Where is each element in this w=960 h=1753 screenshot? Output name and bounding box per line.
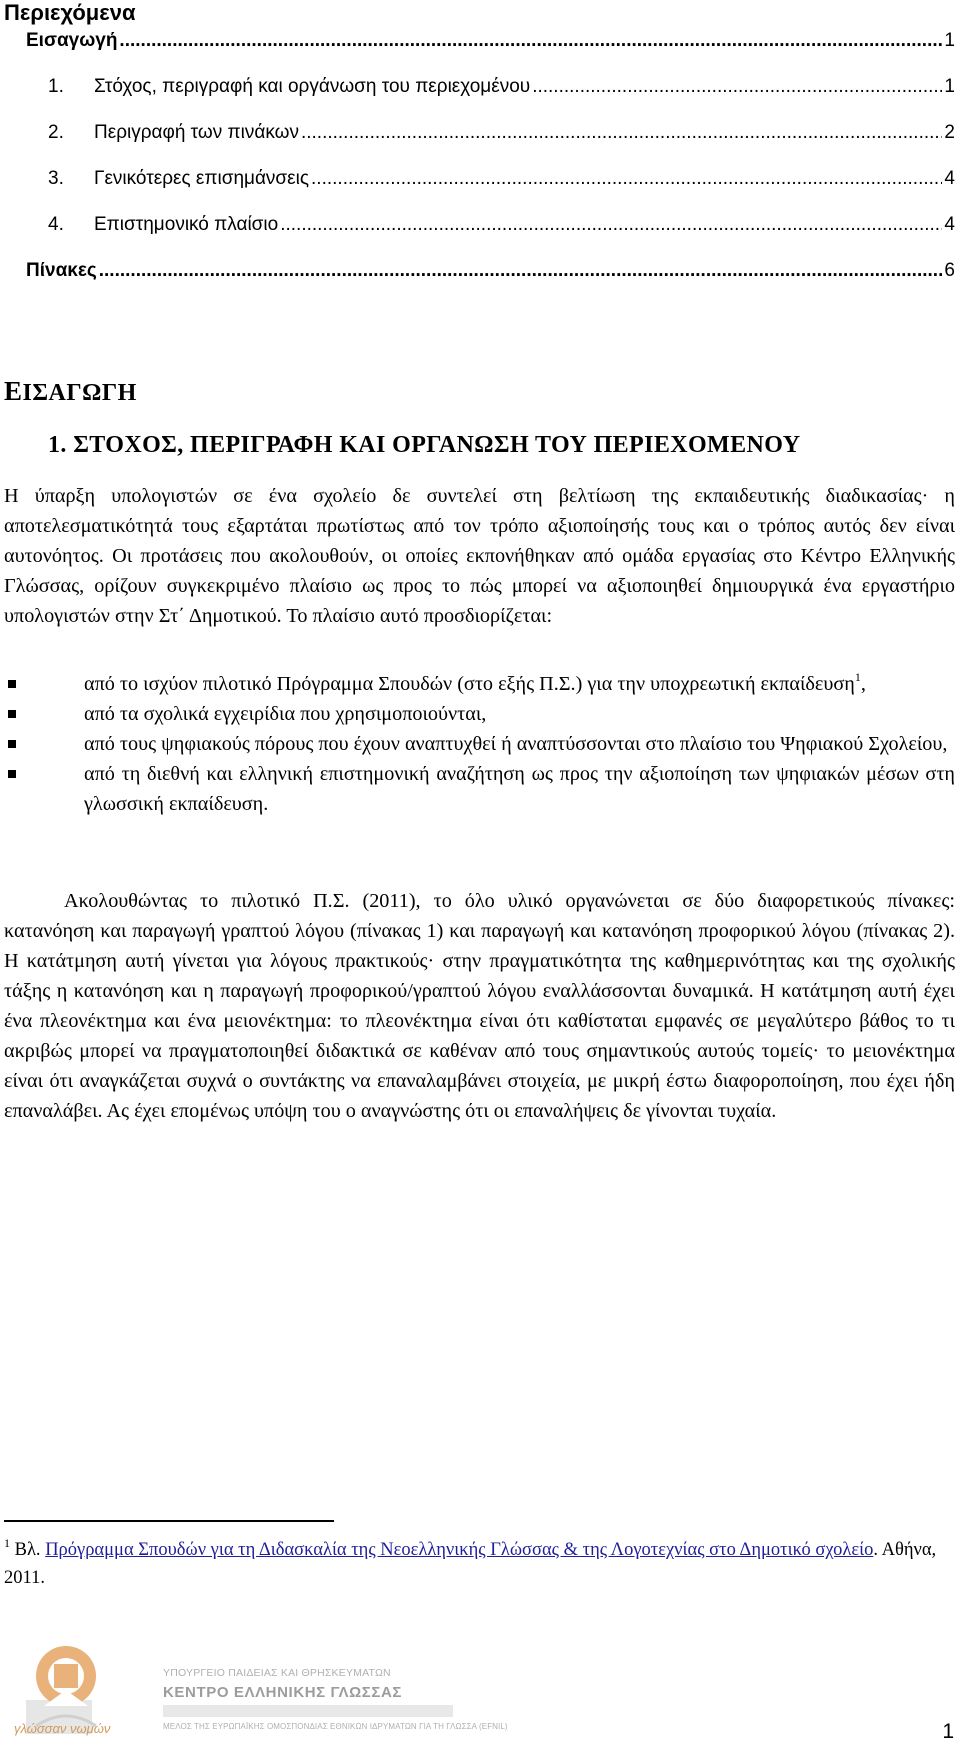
subsection-title: 1. ΣΤΟΧΟΣ, ΠΕΡΙΓΡΑΦΗ ΚΑΙ ΟΡΓΑΝΩΣΗ ΤΟΥ ΠΕΡΙΕΧΟΜΕΝΟΥ (48, 432, 801, 458)
toc-entry-label: Εισαγωγή (26, 30, 118, 51)
second-paragraph: Ακολουθώντας το πιλοτικό Π.Σ. (2011), το όλο υλικό οργανώνεται σε δύο διαφορετικούς πίνακες: κατανόηση και παραγωγή γραπτού λόγου (πίνακας 1) και παραγωγή και κατανόηση προφορικού λόγου (πίνακας 2). Η κατάτμηση αυτή γίνεται για λόγους πρακτικούς· στην πραγματικότητα της καθημερινότητας και της σχολικής τάξης η κατανόηση και η παραγωγή προφορικού/γραπτού λόγου εναλλάσσονται δυναμικά. Η κατάτμηση αυτή έχει ένα πλεονέκτημα και ένα μειονέκτημα: το πλεονέκτημα είναι ότι καθίσταται εμφανές σε μεγαλύτερο βάθος το τι ακριβώς μπορεί να πραγματοποιηθεί διδακτικά σε καθέναν από τους σημαντικούς αυτούς τομείς· το μειονέκτημα είναι ότι αναγκάζεται συχνά ο συντάκτης να επαναλαμβάνει στοιχεία, με μικρή έστω διαφοροποίηση, που έχει ήδη επαναλάβει. Ας έχει επομένως υπόψη του ο αναγνώστης ότι οι επαναλήψεις δε γίνονται τυχαία. (4, 890, 955, 1122)
toc-leader-dots (311, 168, 942, 190)
footnote (4, 1536, 944, 1592)
square-bullet-icon (8, 710, 16, 718)
toc-entry-page: 2 (944, 122, 955, 143)
toc-entry-label: Πίνακες (26, 260, 97, 281)
footer-partner-text: ΜΕΛΟΣ ΤΗΣ ΕΥΡΩΠΑΪΚΗΣ ΟΜΟΣΠΟΝΔΙΑΣ ΕΘΝΙΚΩΝ ΙΔΡΥΜΑΤΩΝ ΓΙΑ ΤΗ ΓΛΩΣΣΑ (EFNIL) (163, 1722, 508, 1731)
toc-leader-dots (99, 260, 943, 282)
footer-center-name: ΚΕΝΤΡΟ ΕΛΛΗΝΙΚΗΣ ΓΛΩΣΣΑΣ (163, 1684, 403, 1701)
toc-entry-page: 4 (944, 214, 955, 235)
page-number: 1 (942, 1720, 954, 1743)
toc-entry-label: Γενικότερες επισημάνσεις (94, 168, 310, 189)
toc-entry-number: 1. (48, 76, 64, 97)
bullet-item (0, 729, 955, 759)
bullet-item (0, 699, 955, 729)
toc-leader-dots (280, 214, 942, 236)
toc-entry-page: 1 (944, 76, 955, 97)
toc-entry-label: Περιγραφή των πινάκων (94, 122, 299, 143)
toc-heading: Περιεχόμενα (4, 0, 136, 25)
footnote-suffix: . Αθήνα, 2011. (4, 1540, 937, 1588)
bullet-item (0, 759, 955, 819)
bullet-text: από τα σχολικά εγχειρίδια που χρησιμοποιούνται, (84, 703, 487, 725)
square-bullet-icon (8, 740, 16, 748)
section-title (4, 376, 137, 407)
toc-entry-label: Επιστημονικό πλαίσιο (94, 214, 279, 235)
toc-entry-general-remarks[interactable] (48, 160, 955, 190)
intro-paragraph: Η ύπαρξη υπολογιστών σε ένα σχολείο δε συντελεί στη βελτίωση της εκπαιδευτικής διαδικασίας· η αποτελεσματικότητά τους εξαρτάται πρωτίστως από τον τρόπο αξιοποίησής τους και ο τρόπος αυτός δεν είναι αυτονόητος. Οι προτάσεις που ακολουθούν, οι οποίες εκπονήθηκαν από ομάδα εργασίας στο Κέντρο Ελληνικής Γλώσσας, ορίζουν συγκεκριμένο πλαίσιο ως προς το πώς μπορεί να αξιοποιηθεί δημιουργικά ένα εργαστήριο υπολογιστών στην Στ΄ Δημοτικού. Το πλαίσιο αυτό προσδιορίζεται: (4, 485, 955, 627)
toc-entry-number: 2. (48, 122, 64, 143)
toc-entry-page: 1 (944, 30, 955, 51)
toc-leader-dots (119, 30, 942, 52)
toc-entry-label: Στόχος, περιγραφή και οργάνωση του περιεχομένου (94, 76, 531, 97)
bullet-tail: , (860, 673, 866, 695)
section-title-first-letter: Ε (4, 376, 23, 406)
toc-entry-number: 3. (48, 168, 64, 189)
toc-entry-page: 6 (944, 260, 955, 281)
square-bullet-icon (8, 680, 16, 688)
section-title-rest: ΙΣΑΓΩΓΗ (22, 380, 137, 406)
toc-entry-tables[interactable] (26, 252, 955, 282)
footnote-separator (4, 1520, 334, 1522)
footnote-prefix: Βλ. (10, 1540, 46, 1560)
toc-leader-dots (532, 76, 942, 98)
bullet-text: από τους ψηφιακούς πόρους που έχουν αναπτυχθεί ή αναπτύσσονται στο πλαίσιο του Ψηφιακού Σχολείου, (84, 733, 948, 755)
toc-entry-page: 4 (944, 168, 955, 189)
footer-ministry: ΥΠΟΥΡΓΕΙΟ ΠΑΙΔΕΙΑΣ ΚΑΙ ΘΡΗΣΚΕΥΜΑΤΩΝ (163, 1667, 391, 1679)
footnote-marker: 1 (4, 1536, 10, 1550)
toc-entry-scientific-framework[interactable] (48, 206, 955, 236)
logo-motto: γλώσσαν νωμών (14, 1721, 111, 1736)
square-bullet-icon (8, 770, 16, 778)
toc-entry-introduction[interactable] (26, 22, 955, 52)
bullet-text: από τη διεθνή και ελληνική επιστημονική αναζήτηση ως προς την αξιοποίηση των ψηφιακών μέσων στη γλωσσική εκπαίδευση. (84, 763, 955, 815)
bullet-item (0, 669, 955, 699)
toc-leader-dots (301, 122, 942, 144)
bullet-text: από το ισχύον πιλοτικό Πρόγραμμα Σπουδών (στο εξής Π.Σ.) για την υποχρεωτική εκπαίδευση (84, 673, 855, 695)
footnote-link[interactable]: Πρόγραμμα Σπουδών για τη Διδασκαλία της Νεοελληνικής Γλώσσας & της Λογοτεχνίας στο Δημοτικό σχολείο (45, 1540, 874, 1560)
bullet-list (0, 669, 960, 819)
toc-entry-number: 4. (48, 214, 64, 235)
footnote-reference[interactable]: 1 (854, 670, 861, 684)
footer-divider (163, 1705, 453, 1717)
toc-entry-goal[interactable] (48, 68, 955, 98)
toc-entry-tables-description[interactable] (48, 114, 955, 144)
